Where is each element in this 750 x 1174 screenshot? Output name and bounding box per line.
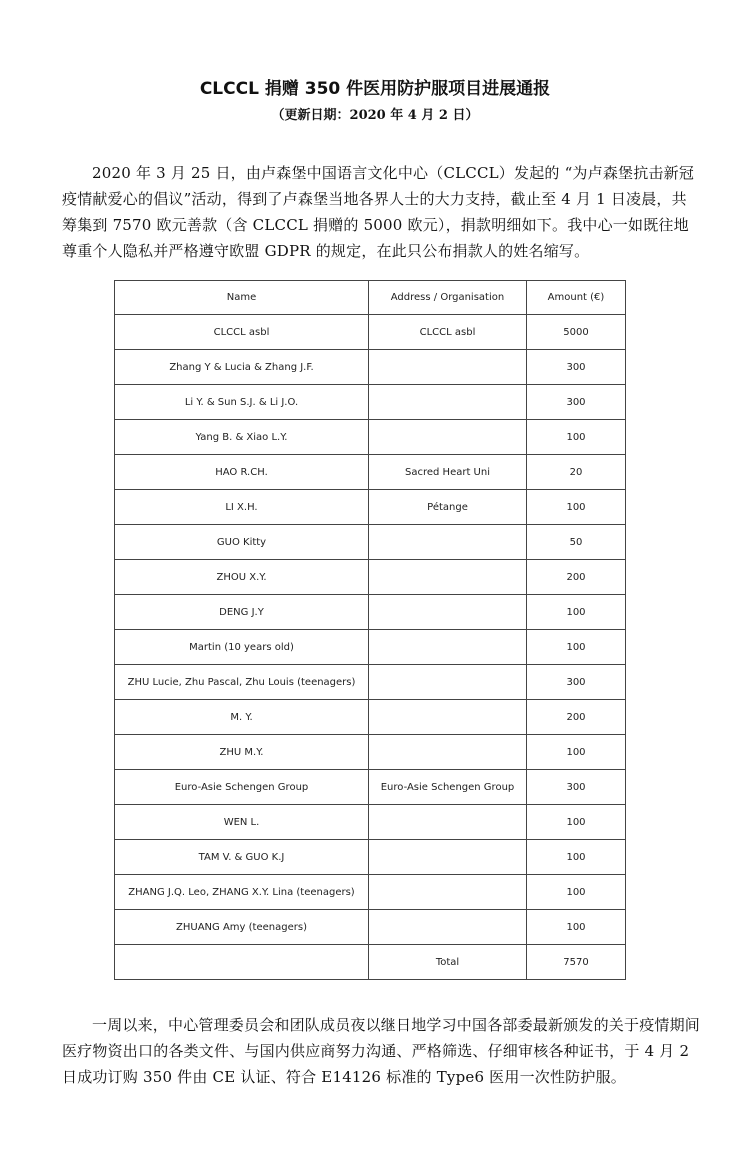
donor-amount-cell: 20 (527, 455, 626, 490)
donor-amount-cell: 300 (527, 385, 626, 420)
donor-name-cell: LI X.H. (115, 490, 369, 525)
donor-address-cell (369, 420, 527, 455)
donor-address-cell (369, 665, 527, 700)
header-name: Name (115, 281, 369, 315)
donation-table (114, 280, 626, 980)
donor-name-cell: ZHU Lucie, Zhu Pascal, Zhu Louis (teenagers) (115, 665, 369, 700)
donor-name-cell: DENG J.Y (115, 595, 369, 630)
donor-address-cell (369, 525, 527, 560)
donor-amount-cell: 100 (527, 735, 626, 770)
donor-address-cell: CLCCL asbl (369, 315, 527, 350)
table-row (115, 560, 626, 595)
intro-paragraph: 2020 年 3 月 25 日，由卢森堡中国语言文化中心（CLCCL）发起的 “为卢森堡抗击新冠疫情献爱心的倡议”活动，得到了卢森堡当地各界人士的大力支持，截止至 4 月 1 日凌晨，共筹集到 7570 欧元善款（含 CLCCL 捐赠的 5000 欧元），捐款明细如下。我中心一如既往地尊重个人隐私并严格遵守欧盟 GDPR 的规定，在此只公布捐款人的姓名缩写。 (62, 164, 695, 260)
donor-address-cell (369, 840, 527, 875)
donor-address-cell (369, 805, 527, 840)
donor-name-cell: HAO R.CH. (115, 455, 369, 490)
donor-name-cell: Martin (10 years old) (115, 630, 369, 665)
table-header-row (115, 281, 626, 315)
table-row (115, 595, 626, 630)
table-row (115, 525, 626, 560)
donor-name-cell: Euro-Asie Schengen Group (115, 770, 369, 805)
donor-amount-cell: 100 (527, 875, 626, 910)
donor-amount-cell: 300 (527, 770, 626, 805)
donor-name-cell: TAM V. & GUO K.J (115, 840, 369, 875)
donor-amount-cell: 100 (527, 420, 626, 455)
donor-amount-cell: 300 (527, 350, 626, 385)
donor-name-cell: Zhang Y & Lucia & Zhang J.F. (115, 350, 369, 385)
table-row (115, 770, 626, 805)
update-date: （更新日期：2020 年 4 月 2 日） (271, 108, 479, 123)
donor-address-cell: Euro-Asie Schengen Group (369, 770, 527, 805)
table-row (115, 840, 626, 875)
donor-amount-cell: 100 (527, 490, 626, 525)
donor-name-cell: WEN L. (115, 805, 369, 840)
donor-amount-cell: 100 (527, 840, 626, 875)
donor-amount-cell: 50 (527, 525, 626, 560)
donor-amount-cell: 200 (527, 700, 626, 735)
donor-name-cell: Yang B. & Xiao L.Y. (115, 420, 369, 455)
total-row (115, 945, 626, 980)
table-row (115, 700, 626, 735)
table-row (115, 665, 626, 700)
total-value: 7570 (527, 945, 626, 980)
table-row (115, 910, 626, 945)
donor-address-cell (369, 875, 527, 910)
donor-name-cell: M. Y. (115, 700, 369, 735)
total-empty-cell (115, 945, 369, 980)
table-row (115, 455, 626, 490)
header-address: Address / Organisation (369, 281, 527, 315)
donor-amount-cell: 300 (527, 665, 626, 700)
table-row (115, 805, 626, 840)
donor-address-cell (369, 595, 527, 630)
donor-name-cell: ZHANG J.Q. Leo, ZHANG X.Y. Lina (teenagers) (115, 875, 369, 910)
table-row (115, 350, 626, 385)
table-row (115, 875, 626, 910)
progress-paragraph: 一周以来，中心管理委员会和团队成员夜以继日地学习中国各部委最新颁发的关于疫情期间医疗物资出口的各类文件、与国内供应商努力沟通、严格筛选、仔细审核各种证书，于 4 月 2 日成功订购 350 件由 CE 认证、符合 E14126 标准的 Type6 医用一次性防护服。 (62, 1016, 701, 1086)
table-row (115, 490, 626, 525)
donor-amount-cell: 5000 (527, 315, 626, 350)
donor-address-cell (369, 910, 527, 945)
table-row (115, 315, 626, 350)
donor-address-cell (369, 350, 527, 385)
donor-name-cell: GUO Kitty (115, 525, 369, 560)
donor-amount-cell: 100 (527, 805, 626, 840)
donor-address-cell (369, 700, 527, 735)
donor-name-cell: Li Y. & Sun S.J. & Li J.O. (115, 385, 369, 420)
donor-address-cell (369, 385, 527, 420)
donor-address-cell: Sacred Heart Uni (369, 455, 527, 490)
donor-amount-cell: 100 (527, 910, 626, 945)
total-label: Total (369, 945, 527, 980)
page-title: CLCCL 捐赠 350 件医用防护服项目进展通报 (199, 79, 551, 99)
table-row (115, 420, 626, 455)
donor-name-cell: ZHU M.Y. (115, 735, 369, 770)
donor-amount-cell: 100 (527, 630, 626, 665)
donor-name-cell: ZHOU X.Y. (115, 560, 369, 595)
table-row (115, 630, 626, 665)
donor-address-cell (369, 735, 527, 770)
header-amount: Amount (€) (527, 281, 626, 315)
donor-address-cell: Pétange (369, 490, 527, 525)
donor-amount-cell: 200 (527, 560, 626, 595)
table-row (115, 385, 626, 420)
table-row (115, 735, 626, 770)
donor-name-cell: CLCCL asbl (115, 315, 369, 350)
donor-address-cell (369, 560, 527, 595)
donor-address-cell (369, 630, 527, 665)
donor-amount-cell: 100 (527, 595, 626, 630)
donor-name-cell: ZHUANG Amy (teenagers) (115, 910, 369, 945)
